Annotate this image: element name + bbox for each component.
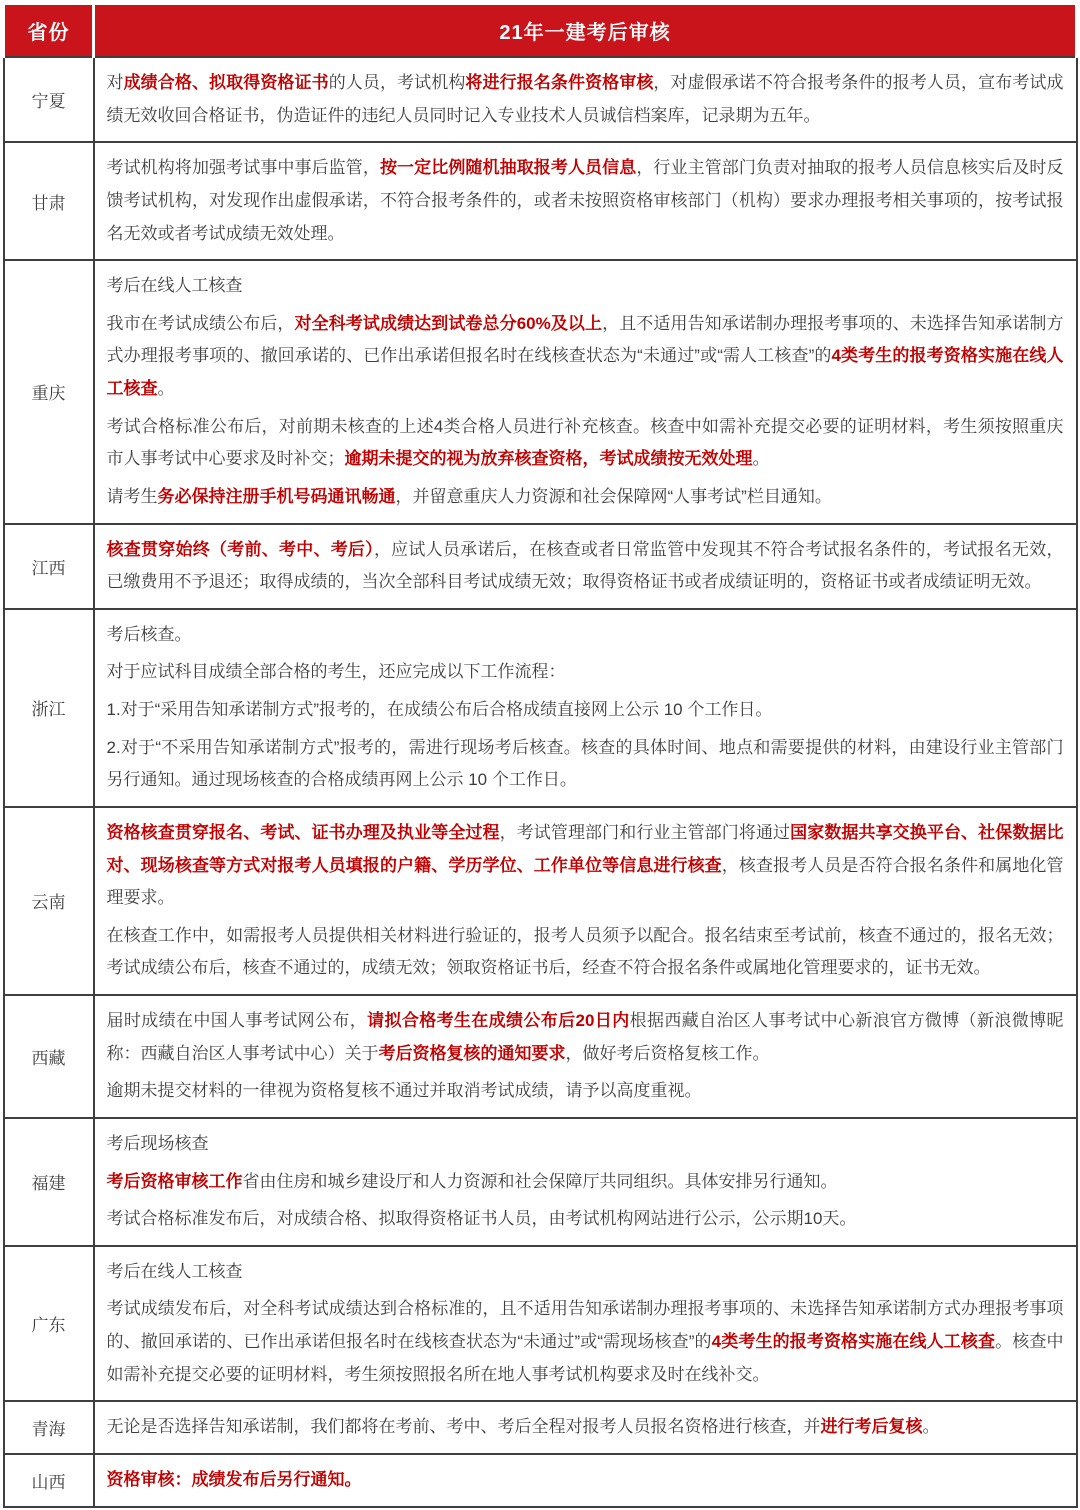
province-cell: 青海	[4, 1401, 94, 1454]
table-row-青海	[4, 1401, 1077, 1454]
policy-cell	[94, 1118, 1077, 1246]
highlighted-text: 进行考后复核	[820, 1417, 923, 1437]
province-cell: 福建	[4, 1118, 94, 1246]
body-text: 考后在线人工核查	[106, 1261, 243, 1281]
policy-paragraph	[107, 694, 1064, 727]
policy-paragraph	[107, 732, 1064, 797]
table-body	[4, 57, 1077, 1507]
policy-paragraph	[107, 619, 1064, 652]
body-text: ，考试管理部门和行业主管部门将通过	[499, 822, 791, 842]
policy-cell	[94, 260, 1077, 523]
body-text: 。	[157, 379, 175, 398]
body-text: 。	[922, 1417, 940, 1437]
policy-cell	[94, 142, 1077, 260]
highlighted-text: 核查贯穿始终（考前、考中、考后）	[106, 539, 374, 559]
table-row-甘肃	[4, 142, 1077, 260]
highlighted-text: 考后资格复核的通知要求	[378, 1043, 566, 1063]
body-text: ，行业主管部门负责对抽取的报考人员信息核实后及时反馈考试机构，对发现作出虚假承诺，不符合报考条件的，或者未按照资格审核部门（机构）要求办理报考相关事项的，按考试报名无效或者考试成绩无效处理。	[106, 158, 1064, 243]
province-cell: 西藏	[4, 995, 94, 1118]
policy-paragraph	[107, 817, 1064, 915]
body-text: 。	[752, 449, 770, 469]
highlighted-text: 国家数据共享交换平台、社保数据比对、现场核查等方式对报考人员填报的户籍、学历学位、工作单位等信息进行核查	[106, 822, 1064, 875]
policy-paragraph	[107, 1075, 1064, 1108]
policy-paragraph	[107, 1411, 1064, 1444]
header-province-cell: 省份	[4, 4, 94, 58]
body-text: ，核查报考人员是否符合报名条件和属地化管理要求。	[106, 855, 1064, 908]
policy-cell	[94, 1246, 1077, 1402]
policy-cell	[94, 1454, 1077, 1507]
highlighted-text: 资格核查贯穿报名、考试、证书办理及执业等全过程	[106, 822, 500, 842]
highlighted-text: 务必保持注册手机号码通讯畅通	[157, 486, 396, 506]
body-text: 考试机构将加强考试事中事后监管，	[106, 158, 380, 178]
body-text: 考试成绩发布后，对全科考试成绩达到合格标准的，且不适用告知承诺制办理报考事项的、未选择告知承诺制方式办理报考事项的、撤回承诺的、已作出承诺但报名时在线核查状态为“未通过”或“需现场核查”的	[106, 1299, 1064, 1351]
highlighted-text: 逾期未提交的视为放弃核查资格，考试成绩按无效处理	[344, 449, 753, 469]
policy-cell	[94, 1401, 1077, 1454]
highlighted-text: 成绩合格、拟取得资格证书	[123, 73, 329, 92]
highlighted-text: 按一定比例随机抽取报考人员信息	[379, 158, 637, 178]
policy-paragraph	[107, 411, 1064, 476]
highlighted-text: 将进行报名条件资格审核	[465, 73, 654, 92]
province-cell: 云南	[4, 807, 94, 995]
highlighted-text: 考后资格审核工作	[106, 1171, 243, 1191]
body-text: 对	[106, 73, 124, 92]
policy-cell	[94, 995, 1077, 1118]
body-text: ，对虚假承诺不符合报考条件的报考人员，宣布考试成绩无效收回合格证书，伪造证件的违纪人员同时记入专业技术人员诚信档案库，记录期为五年。	[106, 73, 1064, 125]
table-row-宁夏	[4, 57, 1077, 142]
body-text: 逾期未提交材料的一律视为资格复核不通过并取消考试成绩，请予以高度重视。	[106, 1081, 702, 1101]
policy-cell	[94, 609, 1077, 807]
policy-cell	[94, 524, 1077, 609]
policy-paragraph	[107, 1256, 1064, 1289]
table-row-浙江	[4, 609, 1077, 807]
body-text: 根据西藏自治区人事考试中心新浪官方微博（新浪微博昵称：西藏自治区人事考试中心）关于	[106, 1011, 1064, 1063]
policy-paragraph	[107, 1005, 1064, 1070]
policy-paragraph	[107, 152, 1064, 250]
body-text: 2.对于“不采用告知承诺制方式”报考的，需进行现场考后核查。核查的具体时间、地点和需要提供的材料，由建设行业主管部门另行通知。通过现场核查的合格成绩再网上公示 10 个工作日。	[106, 737, 1064, 790]
body-text: ，且不适用告知承诺制办理报考事项的、未选择告知承诺制方式办理报考事项的、撤回承诺的、已作出承诺但报名时在线核查状态为“未通过”或“需人工核查”的	[106, 313, 1064, 366]
body-text: 考试合格标准公布后，对前期未核查的上述4类合格人员进行补充核查。核查中如需补充提交必要的证明材料，考生须按照重庆市人事考试中心要求及时补交；	[106, 416, 1064, 469]
highlighted-text: 资格审核：成绩发布后另行通知。	[106, 1469, 362, 1489]
policy-cell	[94, 807, 1077, 995]
header-row	[4, 4, 1077, 58]
body-text: 考后在线人工核查	[106, 276, 243, 296]
body-text: 请考生	[106, 486, 158, 506]
body-text: 无论是否选择告知承诺制，我们都将在考前、考中、考后全程对报考人员报名资格进行核查，并	[106, 1417, 821, 1437]
header-review-cell: 21年一建考后审核	[94, 4, 1077, 58]
body-text: 考后核查。	[106, 624, 192, 644]
highlighted-text: 4类考生的报考资格实施在线人工核查	[106, 346, 1064, 398]
province-cell: 浙江	[4, 609, 94, 807]
policy-cell	[94, 57, 1077, 142]
body-text: 。核查中如需补充提交必要的证明材料，考生须按照报名所在地人事考试机构要求及时在线补交。	[106, 1332, 1064, 1384]
policy-paragraph	[107, 1128, 1064, 1161]
policy-paragraph	[107, 1203, 1064, 1236]
body-text: 省由住房和城乡建设厅和人力资源和社会保障厅共同组织。具体安排另行通知。	[242, 1171, 838, 1191]
table-row-山西	[4, 1454, 1077, 1507]
body-text: 届时成绩在中国人事考试网公布，	[106, 1011, 368, 1030]
policy-paragraph	[107, 534, 1064, 599]
post-exam-review-table	[2, 2, 1078, 1508]
body-text: 考后现场核查	[106, 1133, 209, 1153]
policy-paragraph	[107, 270, 1064, 303]
province-cell: 重庆	[4, 260, 94, 523]
province-cell: 宁夏	[4, 57, 94, 142]
province-cell: 江西	[4, 524, 94, 609]
highlighted-text: 请拟合格考生在成绩公布后20日内	[367, 1011, 630, 1030]
body-text: 我市在考试成绩公布后，	[106, 313, 295, 333]
policy-paragraph	[107, 920, 1064, 985]
body-text: ，做好考后资格复核工作。	[565, 1043, 770, 1063]
province-cell: 甘肃	[4, 142, 94, 260]
table-row-广东	[4, 1246, 1077, 1402]
policy-paragraph	[107, 656, 1064, 689]
body-text: 考试合格标准发布后，对成绩合格、拟取得资格证书人员，由考试机构网站进行公示，公示期10天。	[106, 1209, 857, 1229]
table-row-云南	[4, 807, 1077, 995]
body-text: 在核查工作中，如需报考人员提供相关材料进行验证的，报考人员须予以配合。报名结束至考试前，核查不通过的，报名无效；考试成绩公布后，核查不通过的，成绩无效；领取资格证书后，经查不符合报名条件或属地化管理要求的，证书无效。	[106, 925, 1064, 978]
policy-paragraph	[107, 1464, 1064, 1497]
table-row-福建	[4, 1118, 1077, 1246]
policy-paragraph	[107, 1166, 1064, 1199]
body-text: ，并留意重庆人力资源和社会保障网“人事考试”栏目通知。	[395, 486, 832, 506]
table-row-江西	[4, 524, 1077, 609]
province-cell: 山西	[4, 1454, 94, 1507]
body-text: 对于应试科目成绩全部合格的考生，还应完成以下工作流程：	[106, 662, 566, 682]
highlighted-text: 对全科考试成绩达到试卷总分60%及以上	[294, 313, 603, 333]
table-row-重庆	[4, 260, 1077, 523]
highlighted-text: 4类考生的报考资格实施在线人工核查	[711, 1332, 996, 1351]
policy-paragraph	[107, 67, 1064, 132]
table-row-西藏	[4, 995, 1077, 1118]
policy-paragraph	[107, 481, 1064, 514]
body-text: 1.对于“采用告知承诺制方式”报考的，在成绩公布后合格成绩直接网上公示 10 个工作日。	[106, 700, 773, 719]
body-text: 的人员，考试机构	[328, 73, 466, 92]
province-cell: 广东	[4, 1246, 94, 1402]
policy-paragraph	[107, 308, 1064, 406]
policy-paragraph	[107, 1293, 1064, 1391]
body-text: ，应试人员承诺后，在核查或者日常监管中发现其不符合考试报名条件的，考试报名无效，已缴费用不予退还；取得成绩的，当次全部科目考试成绩无效；取得资格证书或者成绩证明的，资格证书或者成绩证明无效。	[106, 539, 1064, 592]
